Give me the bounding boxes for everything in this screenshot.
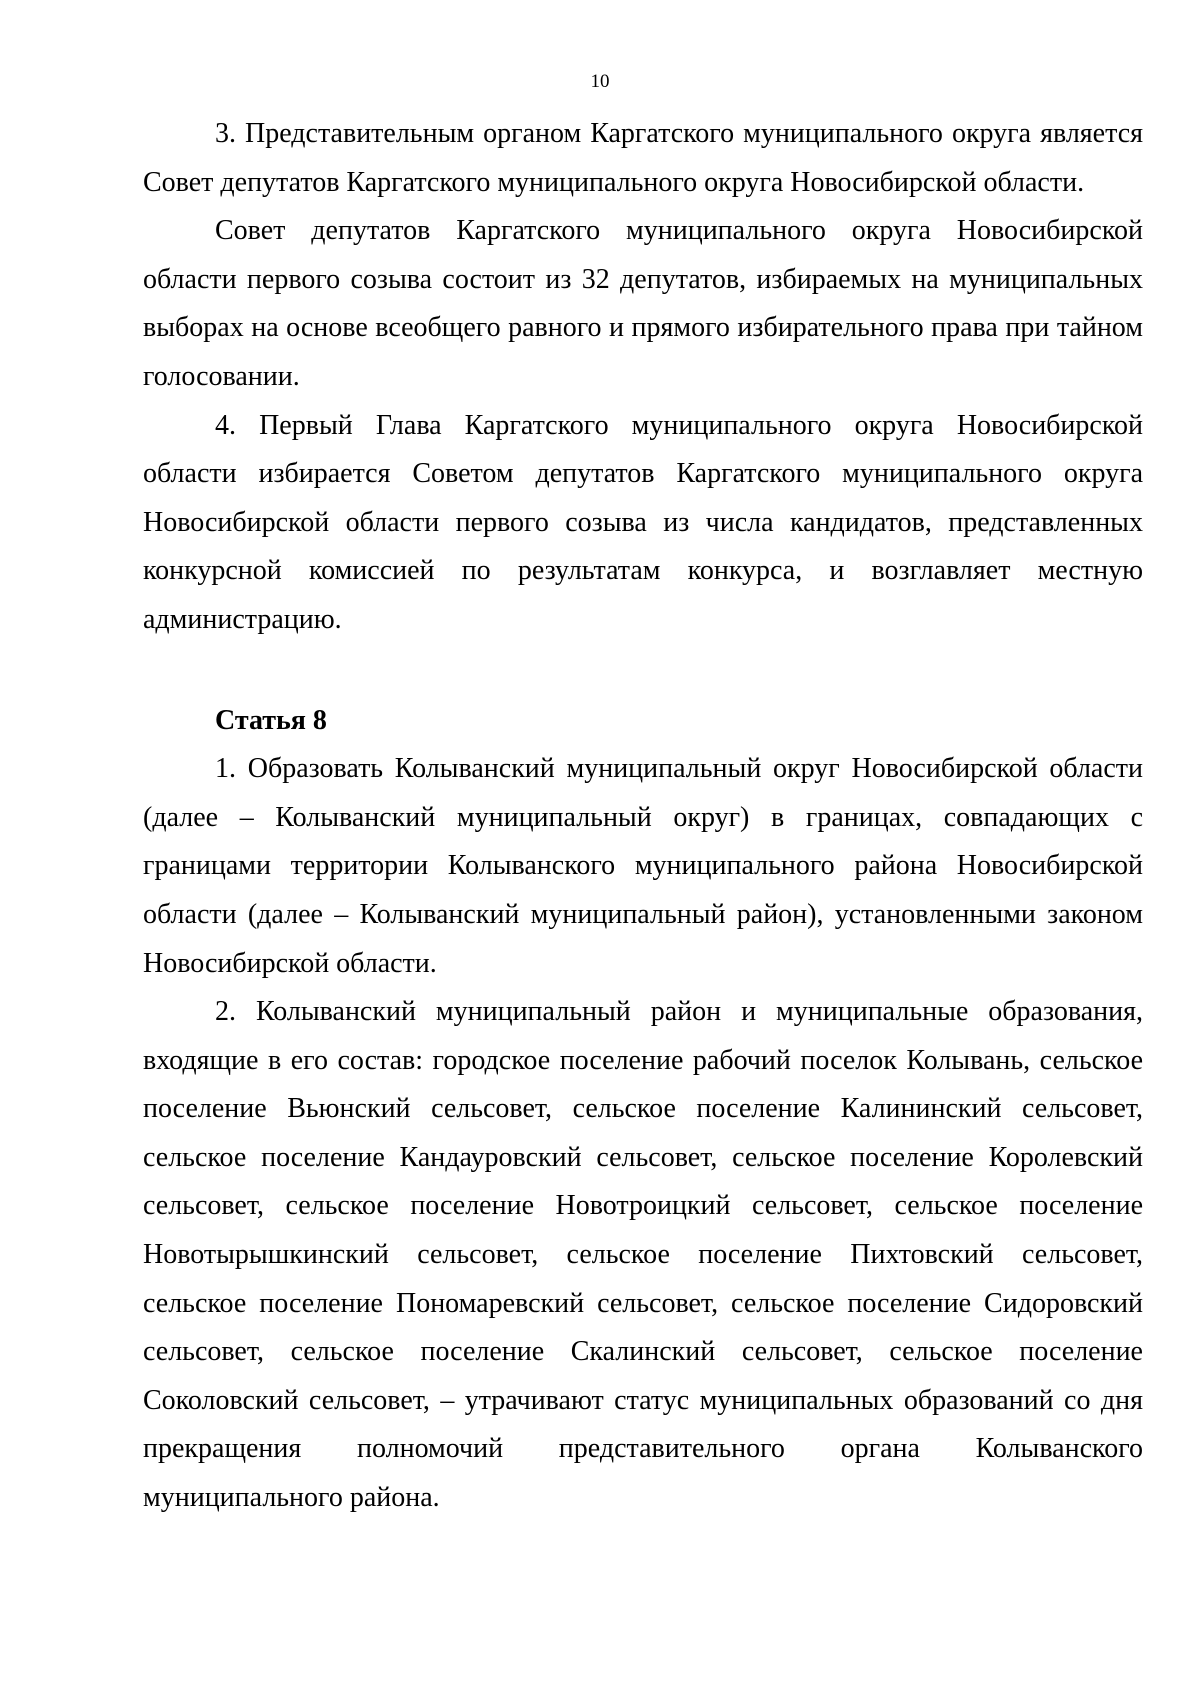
paragraph-council-composition: Совет депутатов Каргатского муниципального округа Новосибирской области первого созыва состоит из 32 депутатов, избираемых на муниципальных выборах на основе всеобщего равного и прямого избирательного права при тайном голосовании. [143,215,1143,392]
paragraph-4-first-head: 4. Первый Глава Каргатского муниципального округа Новосибирской области избирается Советом депутатов Каргатского муниципального округа Новосибирской области первого созыва из числа кандидатов, представленных конкурсной комиссией по результатам конкурса, и возглавляет местную администрацию. [143,409,1143,635]
paragraph-3-representative-body: 3. Представительным органом Каргатского муниципального округа является Совет депутатов Каргатского муниципального округа Новосибирской области. [143,118,1143,198]
page-number: 10 [590,71,610,92]
article-8-paragraph-2: 2. Колыванский муниципальный район и муниципальные образования, входящие в его состав: городское поселение рабочий поселок Колывань, сельское поселение Вьюнский сельсовет, сельское поселение Калининский сельсовет, сельское поселение Кандауровский сельсовет, сельское поселение Королевский сельсовет, сельское поселение Новотроицкий сельсовет, сельское поселение Новотырышкинский сельсовет, сельское поселение Пихтовский сельсовет, сельское поселение Пономаревский сельсовет, сельское поселение Сидоровский сельсовет, сельское поселение Скалинский сельсовет, сельское поселение Соколовский сельсовет, – утрачивают статус муниципальных образований со дня прекращения полномочий представительного органа Колыванского муниципального района. [143,996,1143,1514]
article-heading: Статья 8 [215,704,327,736]
article-8-paragraph-1: 1. Образовать Колыванский муниципальный округ Новосибирской области (далее – Колыванский муниципальный округ) в границах, совпадающих с границами территории Колыванского муниципального района Новосибирской области (далее – Колыванский муниципальный район), установленными законом Новосибирской области. [143,753,1143,979]
document-body [143,110,1143,1523]
